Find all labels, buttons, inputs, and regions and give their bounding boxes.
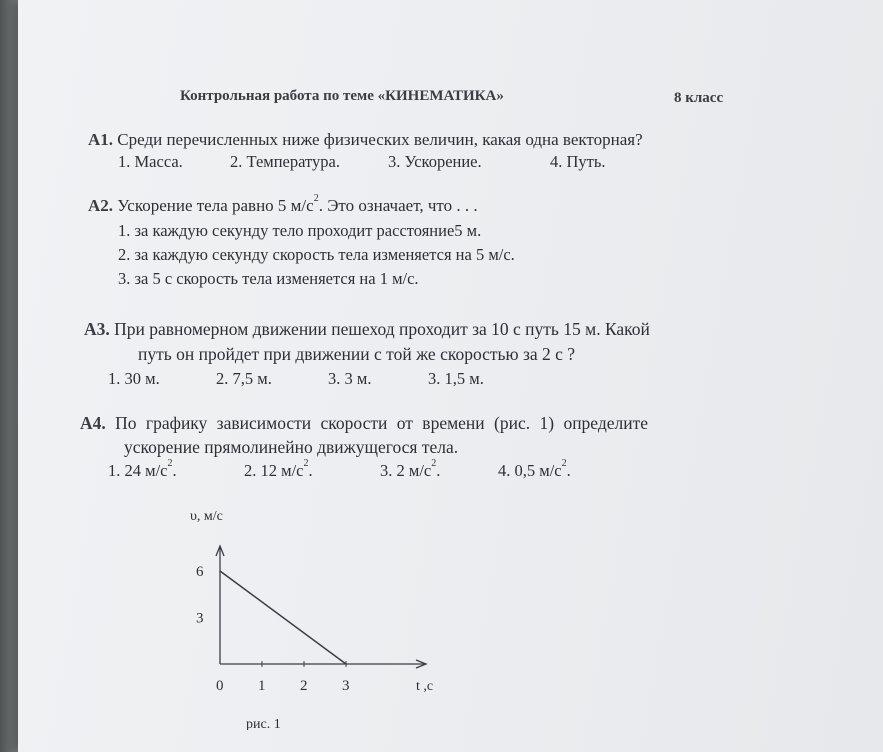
document-title: Контрольная работа по теме «КИНЕМАТИКА» bbox=[180, 88, 504, 104]
question-a2 bbox=[88, 193, 478, 216]
option: 4. Путь. bbox=[550, 152, 606, 171]
option: 2. Температура. bbox=[230, 152, 340, 171]
option: 3. Ускорение. bbox=[388, 152, 482, 171]
question-text: По графику зависимости скорости от времени (рис. 1) определите bbox=[115, 413, 649, 433]
question-number: А3. bbox=[84, 319, 110, 339]
x-tick-label: 2 bbox=[300, 678, 308, 694]
question-a4-line2: ускорение прямолинейно движущегося тела. bbox=[124, 437, 459, 457]
figure-caption: рис. 1 bbox=[246, 717, 281, 730]
option: 1. за каждую секунду тело проходит расстояние5 м. bbox=[118, 221, 482, 240]
option: 3. 2 $м/с^2$. bbox=[380, 458, 441, 480]
question-text: При равномерном движении пешеход проходит за 10 с путь 15 м. Какой bbox=[114, 319, 650, 339]
background-edge bbox=[0, 0, 18, 752]
x-tick-label: 3 bbox=[342, 678, 350, 694]
y-tick-label: 6 bbox=[196, 564, 204, 580]
y-axis-label: υ, м/с bbox=[190, 509, 223, 524]
velocity-time-graph bbox=[186, 500, 466, 730]
question-number: А2. bbox=[88, 196, 114, 215]
graph-axes bbox=[216, 546, 426, 668]
question-text-end: . Это означает, что . . . bbox=[318, 196, 478, 215]
question-a3-line2: путь он пройдет при движении с той же скоростью за 2 с ? bbox=[138, 344, 576, 364]
option: 4. 0,5 $м/с^2$. bbox=[498, 458, 571, 480]
graph-marks bbox=[196, 564, 350, 694]
superscript: 2 bbox=[313, 193, 319, 204]
question-a4 bbox=[80, 413, 648, 434]
option: 2. за каждую секунду скорость тела изменяется на 5 м/с. bbox=[118, 245, 515, 264]
option: 1. Масса. bbox=[118, 152, 183, 171]
option: 2. 7,5 м. bbox=[216, 369, 272, 388]
option: 1. 30 м. bbox=[108, 369, 160, 388]
option: 2. 12 $м/с^2$. bbox=[244, 458, 313, 480]
question-number: А4. bbox=[80, 413, 106, 433]
option: 3. за 5 с скорость тела изменяется на 1 м/с. bbox=[118, 269, 419, 288]
question-a1 bbox=[88, 130, 643, 150]
option: 3. 3 м. bbox=[328, 369, 372, 388]
option: 1. 24 $м/с^2$. bbox=[108, 458, 177, 480]
question-text: Ускорение тела равно 5 м/с bbox=[117, 196, 314, 215]
question-a3 bbox=[84, 319, 650, 340]
velocity-line bbox=[220, 571, 346, 664]
document-page bbox=[18, 0, 883, 752]
question-number: А1. bbox=[88, 130, 114, 149]
x-axis-label: t ,c bbox=[416, 679, 434, 694]
x-tick-label: 0 bbox=[216, 678, 224, 694]
question-text: Среди перечисленных ниже физических величин, какая одна векторная? bbox=[117, 130, 643, 149]
option: 3. 1,5 м. bbox=[428, 369, 484, 388]
x-tick-label: 1 bbox=[258, 678, 266, 694]
y-tick-label: 3 bbox=[196, 610, 204, 627]
grade-label: 8 класс bbox=[674, 90, 724, 106]
